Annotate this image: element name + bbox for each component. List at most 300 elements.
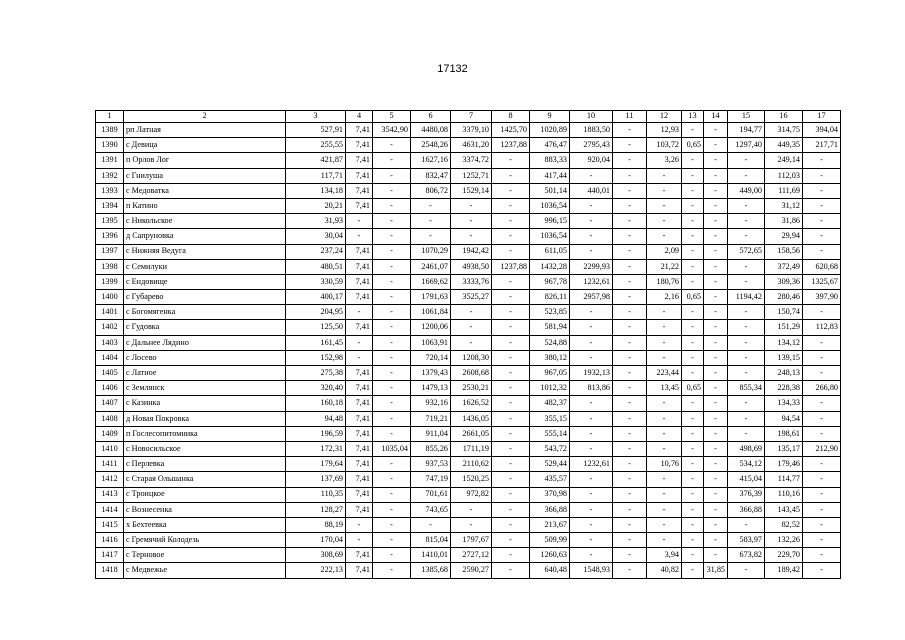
value-cell: - — [803, 533, 841, 548]
value-cell: 31,12 — [765, 198, 803, 213]
value-cell: - — [682, 229, 704, 244]
value-cell: - — [803, 426, 841, 441]
value-cell: 160,18 — [286, 396, 346, 411]
value-cell: 7,41 — [346, 168, 373, 183]
value-cell: - — [613, 153, 647, 168]
value-cell: - — [704, 320, 728, 335]
value-cell: - — [704, 259, 728, 274]
value-cell: - — [682, 517, 704, 532]
value-cell: - — [570, 533, 613, 548]
header-cell: 8 — [492, 111, 530, 123]
value-cell: - — [492, 244, 530, 259]
value-cell: 198,61 — [765, 426, 803, 441]
value-cell: - — [647, 214, 682, 229]
value-cell: 7,41 — [346, 259, 373, 274]
table-row — [96, 502, 841, 517]
value-cell: 137,69 — [286, 472, 346, 487]
row-number-cell: 1415 — [96, 517, 124, 532]
value-cell: - — [728, 517, 765, 532]
value-cell: 1036,54 — [530, 229, 570, 244]
value-cell: 152,98 — [286, 350, 346, 365]
value-cell: - — [346, 533, 373, 548]
value-cell: 309,36 — [765, 274, 803, 289]
value-cell: 196,59 — [286, 426, 346, 441]
value-cell: - — [492, 457, 530, 472]
value-cell: - — [492, 198, 530, 213]
value-cell: - — [613, 366, 647, 381]
value-cell: - — [613, 457, 647, 472]
value-cell: 179,46 — [765, 457, 803, 472]
value-cell: 920,04 — [570, 153, 613, 168]
value-cell: 7,41 — [346, 502, 373, 517]
value-cell: - — [704, 244, 728, 259]
value-cell: 314,75 — [765, 123, 803, 138]
table-row — [96, 153, 841, 168]
value-cell: 534,12 — [728, 457, 765, 472]
value-cell: 112,83 — [803, 320, 841, 335]
value-cell: 370,98 — [530, 487, 570, 502]
value-cell: 543,72 — [530, 441, 570, 456]
value-cell: - — [682, 214, 704, 229]
value-cell: 1232,61 — [570, 457, 613, 472]
settlement-name-cell: с Терновое — [124, 548, 286, 563]
value-cell: - — [647, 426, 682, 441]
value-cell: 2608,68 — [451, 366, 492, 381]
value-cell: - — [613, 533, 647, 548]
value-cell: 449,35 — [765, 138, 803, 153]
value-cell: - — [682, 123, 704, 138]
value-cell: - — [492, 183, 530, 198]
value-cell: 400,17 — [286, 290, 346, 305]
row-number-cell: 1410 — [96, 441, 124, 456]
row-number-cell: 1418 — [96, 563, 124, 578]
value-cell: 3542,90 — [373, 123, 411, 138]
value-cell: - — [613, 548, 647, 563]
value-cell: - — [373, 487, 411, 502]
value-cell: 31,86 — [765, 214, 803, 229]
settlement-name-cell: с Латное — [124, 366, 286, 381]
value-cell: - — [492, 320, 530, 335]
value-cell: 1425,70 — [492, 123, 530, 138]
value-cell: 189,42 — [765, 563, 803, 578]
row-number-cell: 1411 — [96, 457, 124, 472]
value-cell: - — [613, 244, 647, 259]
value-cell: - — [682, 335, 704, 350]
value-cell: - — [570, 229, 613, 244]
value-cell: - — [728, 335, 765, 350]
table-row — [96, 335, 841, 350]
value-cell: 1627,16 — [411, 153, 451, 168]
value-cell: - — [728, 168, 765, 183]
header-cell: 5 — [373, 111, 411, 123]
value-cell: 7,41 — [346, 441, 373, 456]
value-cell: 397,90 — [803, 290, 841, 305]
value-cell: - — [682, 502, 704, 517]
value-cell: - — [492, 472, 530, 487]
value-cell: - — [728, 214, 765, 229]
data-table — [95, 110, 841, 579]
value-cell: 355,15 — [530, 411, 570, 426]
value-cell: 1325,67 — [803, 274, 841, 289]
value-cell: - — [570, 502, 613, 517]
value-cell: - — [570, 320, 613, 335]
row-number-cell: 1414 — [96, 502, 124, 517]
value-cell: - — [570, 441, 613, 456]
value-cell: 194,77 — [728, 123, 765, 138]
row-number-cell: 1394 — [96, 198, 124, 213]
value-cell: - — [346, 214, 373, 229]
value-cell: 1020,89 — [530, 123, 570, 138]
value-cell: 1520,25 — [451, 472, 492, 487]
settlement-name-cell: с Никольское — [124, 214, 286, 229]
value-cell: 0,65 — [682, 290, 704, 305]
settlement-name-cell: с Землянск — [124, 381, 286, 396]
value-cell: 482,37 — [530, 396, 570, 411]
value-cell: 249,14 — [765, 153, 803, 168]
value-cell: - — [492, 502, 530, 517]
value-cell: 1791,63 — [411, 290, 451, 305]
value-cell: 1035,04 — [373, 441, 411, 456]
value-cell: - — [647, 411, 682, 426]
value-cell: - — [373, 274, 411, 289]
settlement-name-cell: п Гослесопитомника — [124, 426, 286, 441]
value-cell: - — [682, 457, 704, 472]
value-cell: - — [570, 472, 613, 487]
value-cell: - — [704, 426, 728, 441]
value-cell: - — [570, 168, 613, 183]
value-cell: 139,15 — [765, 350, 803, 365]
settlement-name-cell: с Гудовка — [124, 320, 286, 335]
value-cell: 94,54 — [765, 411, 803, 426]
value-cell: 1061,84 — [411, 305, 451, 320]
value-cell: 7,41 — [346, 138, 373, 153]
value-cell: - — [704, 396, 728, 411]
value-cell: 134,33 — [765, 396, 803, 411]
value-cell: 158,56 — [765, 244, 803, 259]
header-cell: 12 — [647, 111, 682, 123]
row-number-cell: 1405 — [96, 366, 124, 381]
value-cell: 555,14 — [530, 426, 570, 441]
value-cell: 620,68 — [803, 259, 841, 274]
value-cell: 524,88 — [530, 335, 570, 350]
value-cell: 937,53 — [411, 457, 451, 472]
value-cell: 29,94 — [765, 229, 803, 244]
value-cell: - — [451, 214, 492, 229]
value-cell: - — [704, 335, 728, 350]
value-cell: - — [613, 441, 647, 456]
value-cell: - — [704, 441, 728, 456]
value-cell: 132,26 — [765, 533, 803, 548]
settlement-name-cell: с Старая Ольшанка — [124, 472, 286, 487]
value-cell: - — [373, 548, 411, 563]
value-cell: 143,45 — [765, 502, 803, 517]
value-cell: - — [803, 244, 841, 259]
value-cell: - — [570, 396, 613, 411]
settlement-name-cell: д Сапруновка — [124, 229, 286, 244]
value-cell: - — [647, 396, 682, 411]
value-cell: - — [728, 153, 765, 168]
value-cell: 7,41 — [346, 548, 373, 563]
value-cell: - — [728, 259, 765, 274]
value-cell: - — [373, 138, 411, 153]
value-cell: 1432,28 — [530, 259, 570, 274]
value-cell: 111,69 — [765, 183, 803, 198]
value-cell: - — [728, 411, 765, 426]
value-cell: - — [704, 472, 728, 487]
value-cell: - — [613, 396, 647, 411]
value-cell: - — [492, 533, 530, 548]
value-cell: 527,91 — [286, 123, 346, 138]
value-cell: - — [373, 229, 411, 244]
header-cell: 1 — [96, 111, 124, 123]
value-cell: - — [728, 229, 765, 244]
value-cell: - — [682, 305, 704, 320]
value-cell: - — [803, 214, 841, 229]
value-cell: - — [373, 320, 411, 335]
header-cell: 9 — [530, 111, 570, 123]
value-cell: - — [451, 502, 492, 517]
value-cell: 3379,10 — [451, 123, 492, 138]
value-cell: - — [570, 198, 613, 213]
settlement-name-cell: с Семилуки — [124, 259, 286, 274]
value-cell: - — [613, 320, 647, 335]
table-row — [96, 183, 841, 198]
value-cell: 1237,88 — [492, 138, 530, 153]
header-cell: 15 — [728, 111, 765, 123]
value-cell: - — [613, 259, 647, 274]
value-cell: 394,04 — [803, 123, 841, 138]
value-cell: 88,19 — [286, 517, 346, 532]
value-cell: 476,47 — [530, 138, 570, 153]
value-cell: - — [570, 487, 613, 502]
value-cell: - — [682, 198, 704, 213]
value-cell: - — [570, 411, 613, 426]
value-cell: 366,88 — [728, 502, 765, 517]
header-cell: 16 — [765, 111, 803, 123]
value-cell: - — [492, 290, 530, 305]
value-cell: - — [411, 517, 451, 532]
value-cell: - — [373, 517, 411, 532]
row-number-cell: 1400 — [96, 290, 124, 305]
value-cell: 1194,42 — [728, 290, 765, 305]
header-cell: 3 — [286, 111, 346, 123]
value-cell: 110,16 — [765, 487, 803, 502]
value-cell: - — [346, 229, 373, 244]
value-cell: 7,41 — [346, 396, 373, 411]
value-cell: 7,41 — [346, 123, 373, 138]
value-cell: - — [704, 229, 728, 244]
value-cell: - — [373, 563, 411, 578]
value-cell: - — [373, 183, 411, 198]
value-cell: - — [613, 381, 647, 396]
header-cell: 13 — [682, 111, 704, 123]
value-cell: 581,94 — [530, 320, 570, 335]
value-cell: 2,16 — [647, 290, 682, 305]
value-cell: - — [682, 533, 704, 548]
value-cell: 996,15 — [530, 214, 570, 229]
value-cell: 435,57 — [530, 472, 570, 487]
value-cell: 255,55 — [286, 138, 346, 153]
value-cell: - — [570, 426, 613, 441]
table-row — [96, 426, 841, 441]
table-row — [96, 548, 841, 563]
value-cell: - — [682, 350, 704, 365]
value-cell: - — [803, 472, 841, 487]
value-cell: - — [682, 563, 704, 578]
value-cell: 1410,01 — [411, 548, 451, 563]
settlement-name-cell: с Новосильское — [124, 441, 286, 456]
value-cell: - — [492, 350, 530, 365]
value-cell: 529,44 — [530, 457, 570, 472]
table-row — [96, 563, 841, 578]
value-cell: - — [373, 153, 411, 168]
value-cell: 3,26 — [647, 153, 682, 168]
value-cell: 0,65 — [682, 381, 704, 396]
value-cell: - — [647, 320, 682, 335]
table-row — [96, 229, 841, 244]
header-cell: 17 — [803, 111, 841, 123]
value-cell: 3525,27 — [451, 290, 492, 305]
value-cell: 1626,52 — [451, 396, 492, 411]
value-cell: - — [647, 441, 682, 456]
value-cell: - — [803, 457, 841, 472]
value-cell: 1208,30 — [451, 350, 492, 365]
value-cell: - — [728, 350, 765, 365]
table-row — [96, 441, 841, 456]
table-row — [96, 517, 841, 532]
value-cell: 415,04 — [728, 472, 765, 487]
value-cell: - — [373, 168, 411, 183]
value-cell: - — [704, 517, 728, 532]
value-cell: - — [728, 426, 765, 441]
value-cell: - — [492, 153, 530, 168]
value-cell: - — [373, 457, 411, 472]
table-row — [96, 320, 841, 335]
value-cell: - — [373, 244, 411, 259]
value-cell: - — [451, 198, 492, 213]
value-cell: 1232,61 — [570, 274, 613, 289]
value-cell: - — [570, 517, 613, 532]
table-row — [96, 305, 841, 320]
value-cell: 134,18 — [286, 183, 346, 198]
value-cell: 114,77 — [765, 472, 803, 487]
value-cell: - — [492, 411, 530, 426]
value-cell: - — [492, 214, 530, 229]
value-cell: 7,41 — [346, 153, 373, 168]
value-cell: - — [803, 411, 841, 426]
value-cell: - — [492, 305, 530, 320]
value-cell: 449,00 — [728, 183, 765, 198]
value-cell: - — [613, 123, 647, 138]
value-cell: - — [704, 290, 728, 305]
value-cell: - — [647, 517, 682, 532]
settlement-name-cell: с Гнилуша — [124, 168, 286, 183]
value-cell: 932,16 — [411, 396, 451, 411]
value-cell: - — [803, 335, 841, 350]
value-cell: - — [373, 472, 411, 487]
value-cell: 1436,05 — [451, 411, 492, 426]
value-cell: - — [346, 335, 373, 350]
value-cell: - — [411, 214, 451, 229]
value-cell: - — [492, 168, 530, 183]
value-cell: 110,35 — [286, 487, 346, 502]
value-cell: 417,44 — [530, 168, 570, 183]
value-cell: 7,41 — [346, 198, 373, 213]
value-cell: 1237,88 — [492, 259, 530, 274]
header-cell: 6 — [411, 111, 451, 123]
value-cell: - — [647, 533, 682, 548]
value-cell: 2957,98 — [570, 290, 613, 305]
value-cell: 673,82 — [728, 548, 765, 563]
value-cell: - — [728, 366, 765, 381]
value-cell: - — [682, 366, 704, 381]
value-cell: 229,70 — [765, 548, 803, 563]
value-cell: - — [613, 502, 647, 517]
header-cell: 4 — [346, 111, 373, 123]
value-cell: - — [411, 198, 451, 213]
value-cell: - — [682, 426, 704, 441]
value-cell: 1883,50 — [570, 123, 613, 138]
settlement-name-cell: с Перлевка — [124, 457, 286, 472]
value-cell: 330,59 — [286, 274, 346, 289]
table-row — [96, 457, 841, 472]
settlement-name-cell: х Бехтеевка — [124, 517, 286, 532]
value-cell: - — [373, 396, 411, 411]
value-cell: 217,71 — [803, 138, 841, 153]
value-cell: 7,41 — [346, 563, 373, 578]
value-cell: 7,41 — [346, 381, 373, 396]
value-cell: 172,31 — [286, 441, 346, 456]
value-cell: - — [728, 274, 765, 289]
value-cell: 40,82 — [647, 563, 682, 578]
value-cell: 7,41 — [346, 183, 373, 198]
value-cell: - — [613, 472, 647, 487]
value-cell: 967,78 — [530, 274, 570, 289]
value-cell: - — [682, 411, 704, 426]
value-cell: 1063,91 — [411, 335, 451, 350]
value-cell: 2661,05 — [451, 426, 492, 441]
value-cell: - — [373, 290, 411, 305]
value-cell: 2,09 — [647, 244, 682, 259]
value-cell: 1548,93 — [570, 563, 613, 578]
value-cell: 31,93 — [286, 214, 346, 229]
table-row — [96, 214, 841, 229]
value-cell: 4631,20 — [451, 138, 492, 153]
value-cell: 2590,27 — [451, 563, 492, 578]
value-cell: 161,45 — [286, 335, 346, 350]
settlement-name-cell: с Дальнее Лядино — [124, 335, 286, 350]
settlement-name-cell: с Ендовище — [124, 274, 286, 289]
value-cell: 376,39 — [728, 487, 765, 502]
value-cell: 212,90 — [803, 441, 841, 456]
value-cell: 1260,63 — [530, 548, 570, 563]
value-cell: - — [803, 548, 841, 563]
row-number-cell: 1395 — [96, 214, 124, 229]
value-cell: - — [613, 183, 647, 198]
value-cell: - — [704, 350, 728, 365]
table-row — [96, 487, 841, 502]
table-row — [96, 350, 841, 365]
value-cell: - — [613, 517, 647, 532]
value-cell: - — [570, 350, 613, 365]
value-cell: - — [682, 472, 704, 487]
value-cell: 150,74 — [765, 305, 803, 320]
value-cell: - — [492, 381, 530, 396]
value-cell: 7,41 — [346, 487, 373, 502]
value-cell: - — [492, 229, 530, 244]
value-cell: 743,65 — [411, 502, 451, 517]
value-cell: - — [803, 305, 841, 320]
